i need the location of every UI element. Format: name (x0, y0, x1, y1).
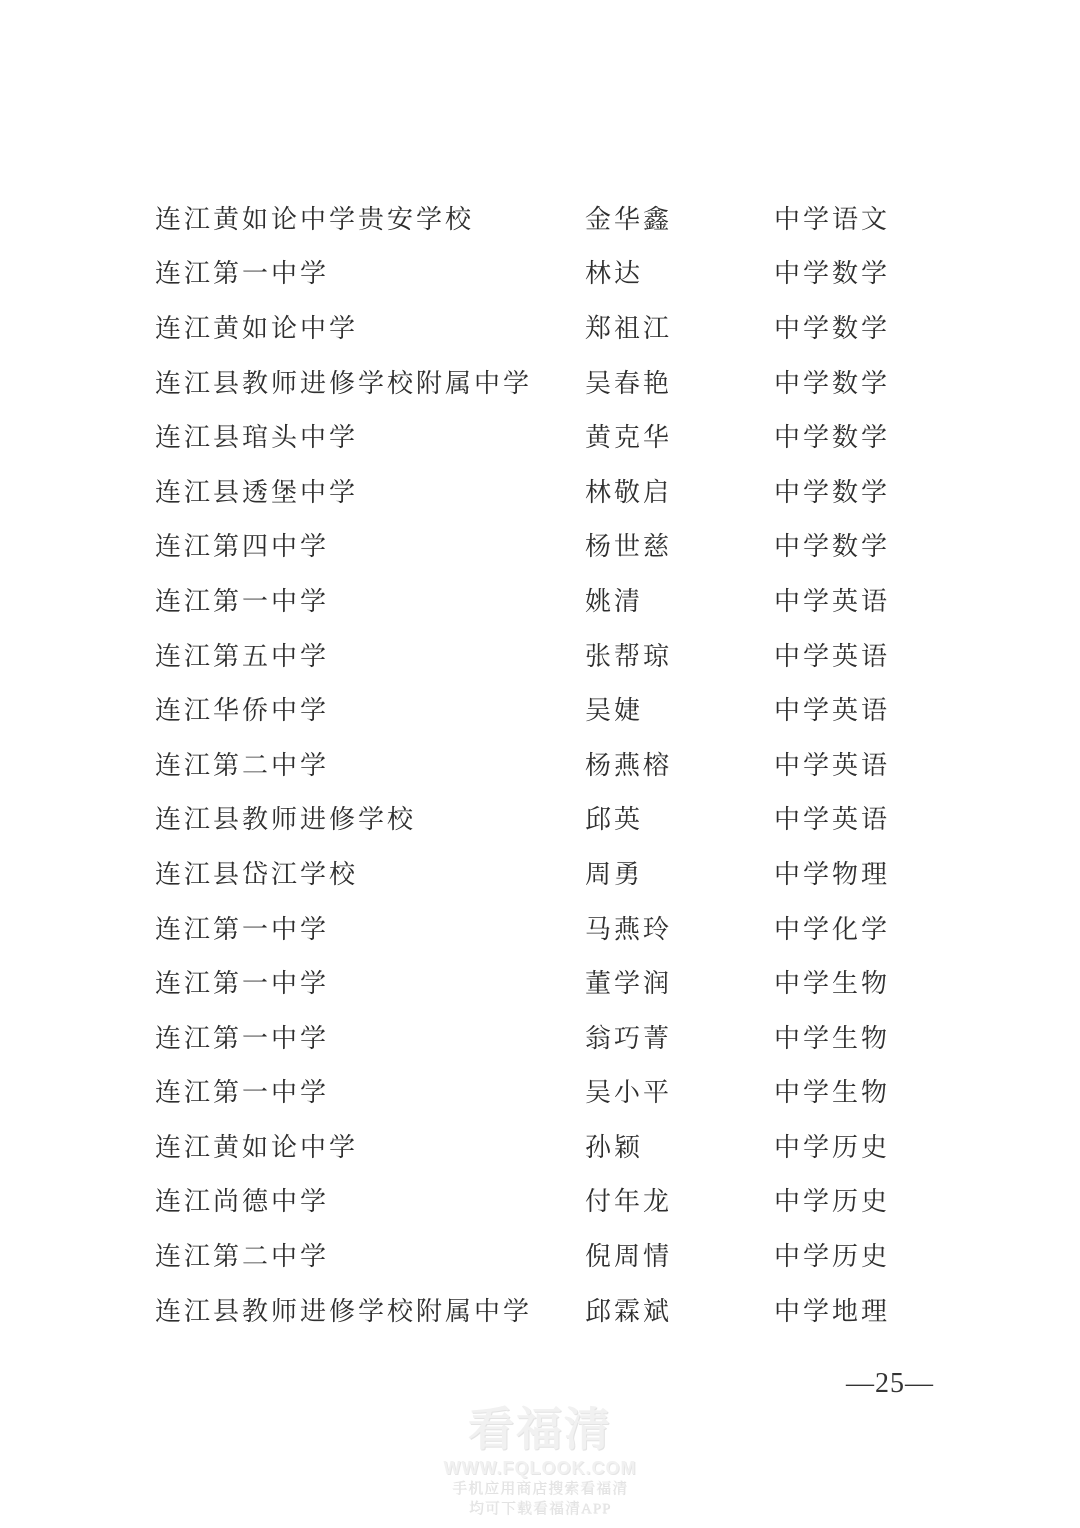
school-cell: 连江第一中学 (155, 1023, 330, 1053)
watermark-line-1: 手机应用商店搜索看福清 (451, 1481, 628, 1497)
watermark (408, 1406, 672, 1518)
subject-cell: 中学历史 (774, 1242, 891, 1272)
table-row (0, 1118, 1080, 1173)
teacher-cell: 姚清 (585, 586, 644, 616)
table-row (0, 791, 1080, 846)
table-row (0, 463, 1080, 518)
subject-cell: 中学英语 (774, 750, 891, 780)
teacher-cell: 邱英 (585, 805, 644, 835)
teacher-cell: 吴春艳 (585, 368, 673, 398)
school-cell: 连江县教师进修学校附属中学 (155, 1296, 533, 1326)
teacher-cell: 林达 (585, 259, 644, 289)
teacher-cell: 吴婕 (585, 696, 644, 726)
school-cell: 连江第一中学 (155, 1078, 330, 1108)
teacher-cell: 倪周情 (585, 1242, 673, 1272)
teacher-cell: 金华鑫 (585, 204, 673, 234)
school-cell: 连江黄如论中学 (155, 313, 359, 343)
school-cell: 连江第五中学 (155, 641, 330, 671)
subject-cell: 中学历史 (774, 1187, 891, 1217)
table-row (0, 845, 1080, 900)
school-cell: 连江县岱江学校 (155, 859, 359, 889)
school-cell: 连江第四中学 (155, 532, 330, 562)
teacher-cell: 林敬启 (585, 477, 673, 507)
teacher-cell: 张帮琼 (585, 641, 673, 671)
teacher-cell: 黄克华 (585, 423, 673, 453)
school-cell: 连江尚德中学 (155, 1187, 330, 1217)
school-cell: 连江华侨中学 (155, 696, 330, 726)
subject-cell: 中学数学 (774, 423, 891, 453)
table-row (0, 245, 1080, 300)
watermark-url: WWW.FQLOOK.COM (443, 1458, 637, 1478)
watermark-title: 看福清 (468, 1404, 612, 1455)
table-row (0, 1227, 1080, 1282)
teacher-cell: 付年龙 (585, 1187, 673, 1217)
table-row (0, 954, 1080, 1009)
table-row (0, 354, 1080, 409)
teacher-cell: 吴小平 (585, 1078, 673, 1108)
table-row (0, 408, 1080, 463)
table-row (0, 681, 1080, 736)
school-cell: 连江县琯头中学 (155, 423, 359, 453)
teacher-cell: 邱霖斌 (585, 1296, 673, 1326)
subject-cell: 中学数学 (774, 259, 891, 289)
table-row (0, 1173, 1080, 1228)
subject-cell: 中学生物 (774, 1078, 891, 1108)
school-cell: 连江第二中学 (155, 1242, 330, 1272)
subject-cell: 中学英语 (774, 805, 891, 835)
subject-cell: 中学英语 (774, 641, 891, 671)
school-cell: 连江第一中学 (155, 259, 330, 289)
subject-cell: 中学英语 (774, 696, 891, 726)
teacher-cell: 马燕玲 (585, 914, 673, 944)
table-row (0, 518, 1080, 573)
table-row (0, 1282, 1080, 1337)
table-row (0, 572, 1080, 627)
school-cell: 连江县教师进修学校附属中学 (155, 368, 533, 398)
teacher-roster-table (0, 190, 1080, 1336)
subject-cell: 中学地理 (774, 1296, 891, 1326)
table-row (0, 299, 1080, 354)
teacher-cell: 郑祖江 (585, 313, 673, 343)
subject-cell: 中学历史 (774, 1132, 891, 1162)
school-cell: 连江县教师进修学校 (155, 805, 417, 835)
table-row (0, 190, 1080, 245)
table-row (0, 627, 1080, 682)
watermark-line-2: 均可下载看福清APP (468, 1501, 612, 1517)
subject-cell: 中学语文 (774, 204, 891, 234)
table-row (0, 736, 1080, 791)
school-cell: 连江第二中学 (155, 750, 330, 780)
teacher-cell: 孙颖 (585, 1132, 644, 1162)
subject-cell: 中学数学 (774, 313, 891, 343)
page-number: —25— (846, 1368, 934, 1399)
table-row (0, 900, 1080, 955)
school-cell: 连江县透堡中学 (155, 477, 359, 507)
subject-cell: 中学英语 (774, 586, 891, 616)
subject-cell: 中学生物 (774, 969, 891, 999)
school-cell: 连江黄如论中学贵安学校 (155, 204, 475, 234)
teacher-cell: 杨燕榕 (585, 750, 673, 780)
subject-cell: 中学数学 (774, 477, 891, 507)
subject-cell: 中学生物 (774, 1023, 891, 1053)
teacher-cell: 董学润 (585, 969, 673, 999)
table-row (0, 1009, 1080, 1064)
table-row (0, 1064, 1080, 1119)
school-cell: 连江第一中学 (155, 969, 330, 999)
school-cell: 连江第一中学 (155, 914, 330, 944)
school-cell: 连江第一中学 (155, 586, 330, 616)
teacher-cell: 翁巧菁 (585, 1023, 673, 1053)
subject-cell: 中学数学 (774, 532, 891, 562)
teacher-cell: 周勇 (585, 859, 644, 889)
teacher-cell: 杨世慈 (585, 532, 673, 562)
subject-cell: 中学化学 (774, 914, 891, 944)
subject-cell: 中学物理 (774, 859, 891, 889)
school-cell: 连江黄如论中学 (155, 1132, 359, 1162)
subject-cell: 中学数学 (774, 368, 891, 398)
